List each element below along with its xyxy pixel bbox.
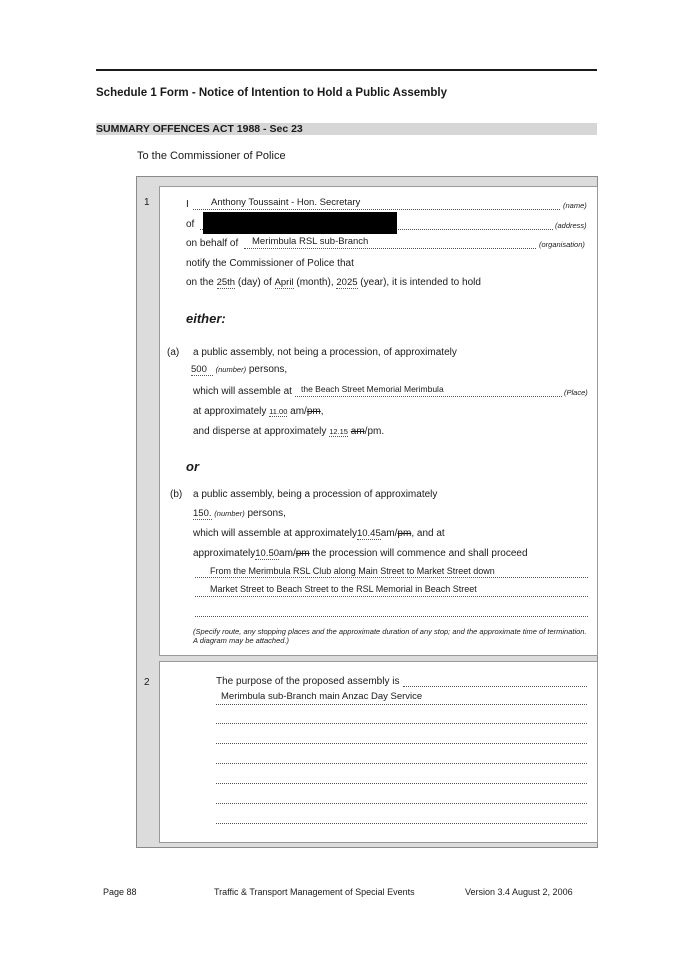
top-rule bbox=[96, 69, 597, 71]
addressee: To the Commissioner of Police bbox=[137, 150, 286, 162]
a-am: am/ bbox=[290, 406, 307, 417]
name-field[interactable]: Anthony Toussaint - Hon. Secretary bbox=[211, 197, 361, 208]
place-field[interactable]: the Beach Street Memorial Merimbula bbox=[301, 384, 444, 394]
a-at-approx: at approximately bbox=[193, 406, 267, 417]
disperse-label: and disperse at approximately bbox=[193, 426, 327, 437]
route-line-3 bbox=[195, 616, 588, 617]
a-number-field[interactable]: 500 bbox=[191, 364, 213, 376]
route-field-1[interactable]: From the Merimbula RSL Club along Main Street to Market Street down bbox=[210, 566, 495, 576]
a-comma: , bbox=[320, 406, 324, 417]
purpose-line-1 bbox=[216, 704, 587, 705]
purpose-line-2 bbox=[216, 723, 587, 724]
organisation-line bbox=[244, 248, 536, 249]
disperse-am-struck: am bbox=[350, 426, 365, 437]
a-pm-struck: pm bbox=[306, 406, 321, 417]
i-label: I bbox=[186, 199, 189, 210]
b-assemble-time-field[interactable]: 10.45 bbox=[356, 528, 381, 539]
b-approx-label: approximately bbox=[193, 548, 256, 559]
name-line bbox=[193, 209, 560, 210]
section-2-box bbox=[159, 661, 598, 843]
purpose-line-3 bbox=[216, 743, 587, 744]
a-time-field[interactable]: 11.00 bbox=[269, 407, 288, 416]
a-number-hint: (number) bbox=[215, 365, 247, 374]
section-2-number: 2 bbox=[144, 677, 150, 688]
disperse-line bbox=[193, 426, 384, 437]
purpose-line-5 bbox=[216, 783, 587, 784]
either-heading: either: bbox=[186, 311, 226, 326]
day-field[interactable]: 25th bbox=[216, 277, 236, 288]
b-persons-label: persons, bbox=[247, 508, 286, 519]
purpose-line-6 bbox=[216, 803, 587, 804]
notify-text: notify the Commissioner of Police that bbox=[186, 258, 354, 269]
disperse-time-field[interactable]: 12.15 bbox=[329, 427, 348, 436]
footer-page: Page 88 bbox=[103, 887, 137, 897]
behalf-label: on behalf of bbox=[186, 238, 239, 249]
purpose-line-4 bbox=[216, 763, 587, 764]
organisation-hint: (organisation) bbox=[539, 240, 585, 249]
b-pm-struck: pm bbox=[397, 528, 412, 539]
disperse-pm: /pm. bbox=[364, 426, 385, 437]
section-1-number: 1 bbox=[144, 197, 150, 208]
a-time-line bbox=[193, 406, 324, 417]
option-b-label: (b) bbox=[170, 489, 183, 500]
or-heading: or bbox=[186, 459, 199, 474]
footer-document: Traffic & Transport Management of Special Events bbox=[214, 887, 415, 897]
address-hint: (address) bbox=[555, 221, 587, 230]
route-line-1 bbox=[195, 577, 588, 578]
b-number-hint: (number) bbox=[214, 509, 245, 518]
route-field-2[interactable]: Market Street to Beach Street to the RSL Memorial in Beach Street bbox=[210, 584, 477, 594]
b-number-field[interactable]: 150. bbox=[193, 508, 212, 519]
footer-version: Version 3.4 August 2, 2006 bbox=[465, 887, 573, 897]
a-persons-label: persons, bbox=[248, 364, 288, 375]
year-label: (year), it is intended to hold bbox=[360, 277, 481, 288]
b-assemble-line bbox=[193, 528, 445, 539]
name-hint: (name) bbox=[563, 201, 587, 210]
month-field[interactable]: April bbox=[274, 277, 294, 288]
day-label: (day) of bbox=[237, 277, 272, 288]
b-am2: am/ bbox=[279, 548, 296, 559]
purpose-field[interactable]: Merimbula sub-Branch main Anzac Day Service bbox=[221, 691, 423, 702]
b-persons-line bbox=[193, 508, 286, 519]
redacted-address bbox=[203, 212, 397, 234]
act-heading: SUMMARY OFFENCES ACT 1988 - Sec 23 bbox=[96, 123, 303, 135]
option-a-label: (a) bbox=[167, 347, 180, 358]
b-and-at: , and at bbox=[411, 528, 445, 539]
option-b-text: a public assembly, being a procession of approximately bbox=[193, 489, 438, 500]
place-line bbox=[295, 396, 562, 397]
of-label: of bbox=[186, 219, 195, 230]
a-persons-line bbox=[191, 364, 287, 375]
b-assemble-label: which will assemble at approximately bbox=[193, 528, 357, 539]
route-note: (Specify route, any stopping places and the approximate duration of any stop; and the approximate time of termination. A diagram may be attached.) bbox=[193, 627, 587, 645]
purpose-line-7 bbox=[216, 823, 587, 824]
on-the-label: on the bbox=[186, 277, 214, 288]
year-field[interactable]: 2025 bbox=[336, 277, 358, 288]
route-line-2 bbox=[195, 596, 588, 597]
month-label: (month), bbox=[296, 277, 334, 288]
b-commence-time-field[interactable]: 10.50 bbox=[255, 548, 280, 559]
option-a-text: a public assembly, not being a procession, of approximately bbox=[193, 347, 457, 358]
place-hint: (Place) bbox=[564, 388, 588, 397]
b-commence-line bbox=[193, 548, 528, 559]
assemble-label: which will assemble at bbox=[193, 386, 292, 397]
date-line bbox=[186, 277, 481, 288]
purpose-label-line bbox=[403, 686, 587, 687]
organisation-field[interactable]: Merimbula RSL sub-Branch bbox=[252, 236, 369, 247]
purpose-label: The purpose of the proposed assembly is bbox=[216, 676, 400, 687]
page-title: Schedule 1 Form - Notice of Intention to Hold a Public Assembly bbox=[96, 87, 448, 99]
b-pm2-struck: pm bbox=[295, 548, 310, 559]
b-am: am/ bbox=[380, 528, 398, 539]
b-commence-label: the procession will commence and shall proceed bbox=[312, 548, 528, 559]
